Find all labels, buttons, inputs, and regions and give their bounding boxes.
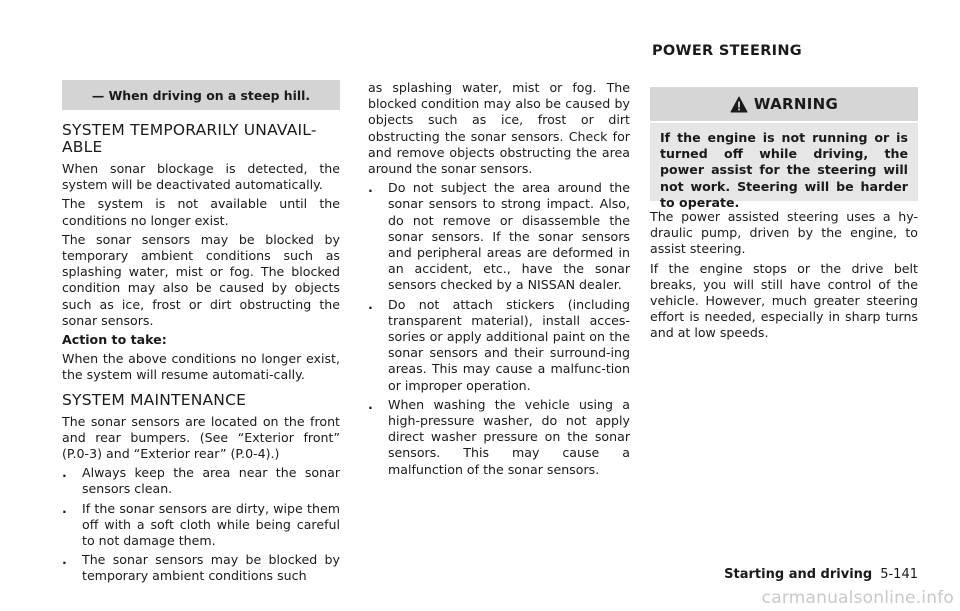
warning-label: WARNING [753,95,839,113]
list-item: . Always keep the area near the sonar sensors clean. [62,465,340,497]
bullet-dot: . [62,500,67,516]
paragraph: The power assisted steering uses a hy-draulic pump, driven by the engine, to assist steering. [650,209,918,257]
power-steering-title: POWER STEERING [652,43,803,59]
paragraph: The sonar sensors may be blocked by temporary ambient conditions such as splashing water, mist or fog. The blocked condition may also be caused by objects such as ice, frost or dirt obstructing the sonar sensors. [62,231,340,328]
list-item: . Do not subject the area around the sonar sensors to strong impact. Also, do not remove or disassemble the sonar sensors. If the sonar sensors and peripheral areas are deformed in an accident, etc., have the sonar sensors checked by a NISSAN dealer. [368,180,630,293]
column-3-text [650,209,918,345]
paragraph: If the engine stops or the drive belt breaks, you will still have control of the vehicle. However, much greater steering effort is needed, especially in sharp turns and at low speeds. [650,260,918,341]
warning-body: If the engine is not running or is turned off while driving, the power assist for the steering will not work. Steering will be harder to operate. [650,123,918,201]
bullet-dot: . [62,552,67,568]
bullet-dot: . [368,180,373,196]
list-item: . When washing the vehicle using a high-pressure washer, do not apply direct washer pressure on the sonar sensors. This may cause a malfunction of the sonar sensors. [368,396,630,477]
column-1 [62,0,340,588]
paragraph: The system is not available until the conditions no longer exist. [62,196,340,228]
paragraph: When sonar blockage is detected, the system will be deactivated automatically. [62,161,340,193]
page-footer [724,567,918,582]
banner-text: — When driving on a steep hill. [91,87,311,103]
warning-triangle-icon [730,96,748,113]
paragraph: When the above conditions no longer exist, the system will resume automati-cally. [62,351,340,383]
bullet-dot: . [62,465,67,481]
steep-hill-banner [62,80,340,110]
action-to-take-label: Action to take: [62,332,167,348]
bullet-dot: . [368,296,373,312]
caution-bullet-list [368,180,630,478]
continued-paragraph: as splashing water, mist or fog. The blocked condition may also be caused by objects such as ice, frost or dirt obstructing the sonar sensors. Check for and remove objects obstructing the area around the sonar sensors. [368,80,630,177]
list-item: . Do not attach stickers (including transparent material), install acces-sories or apply additional paint on the sonar sensors and their surround-ing areas. This may cause a malfunc-tion or improper operation. [368,296,630,393]
column-2 [368,80,630,481]
list-item: . The sonar sensors may be blocked by temporary ambient conditions such [62,552,340,584]
paragraph: The sonar sensors are located on the front and rear bumpers. (See “Exterior front” (P.0-3) and “Exterior rear” (P.0-4).) [62,413,340,462]
watermark: carmanualsonline.info [761,588,954,608]
heading-system-temporarily-unavailable: SYSTEM TEMPORARILY UNAVAIL- ABLE [62,121,317,156]
page-number: 5-141 [880,567,918,582]
maintenance-bullet-list [62,465,340,584]
warning-header [650,87,918,121]
bullet-dot: . [368,396,373,412]
heading-system-maintenance: SYSTEM MAINTENANCE [62,390,247,409]
section-name: Starting and driving [724,567,873,582]
list-item: . If the sonar sensors are dirty, wipe them off with a soft cloth while being careful to not damage them. [62,500,340,549]
